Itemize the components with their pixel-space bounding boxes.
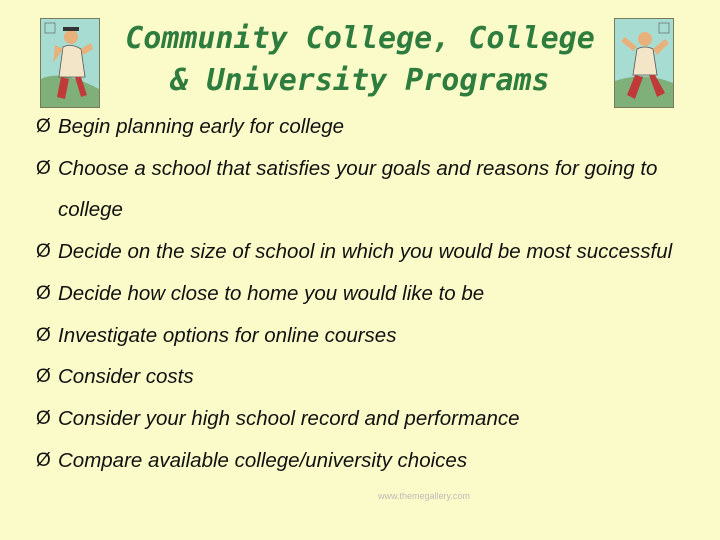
arrow-bullet-icon: Ø — [36, 324, 51, 346]
bullet-item — [36, 231, 706, 273]
arrow-bullet-icon: Ø — [36, 449, 51, 471]
bullet-list — [36, 106, 706, 481]
bullet-text: Consider your high school record and performance — [58, 406, 520, 430]
arrow-bullet-icon: Ø — [36, 366, 51, 388]
graduate-clipart-icon — [40, 18, 100, 108]
bullet-text: Consider costs — [58, 365, 194, 389]
slide-title-line-2: & University Programs — [170, 63, 550, 98]
bullet-item — [36, 440, 706, 482]
bullet-text: Begin planning early for college — [58, 115, 345, 138]
bullet-item — [36, 148, 706, 231]
slide-title-line-1: Community College, College — [125, 21, 595, 56]
bullet-text: Compare available college/university choices — [58, 448, 468, 472]
bullet-item — [36, 106, 706, 148]
watermark-text: www.themegallery.com — [378, 491, 470, 501]
arrow-bullet-icon: Ø — [36, 157, 51, 179]
bullet-text: Decide how close to home you would like to be — [58, 281, 485, 305]
slide-title — [110, 18, 610, 102]
bullet-text: Choose a school that satisfies your goals and reasons for going to college — [58, 156, 658, 222]
arrow-bullet-icon: Ø — [36, 407, 51, 429]
arrow-bullet-icon: Ø — [36, 116, 51, 137]
bullet-item — [36, 273, 706, 315]
bullet-item — [36, 398, 706, 440]
bullet-item — [36, 356, 706, 398]
bullet-item — [36, 315, 706, 357]
bullet-text: Investigate options for online courses — [58, 323, 397, 347]
bullet-text: Decide on the size of school in which you would be most successful — [58, 240, 673, 264]
arrow-bullet-icon: Ø — [36, 241, 51, 263]
arrow-bullet-icon: Ø — [36, 282, 51, 304]
graduate-clipart-icon — [614, 18, 674, 108]
